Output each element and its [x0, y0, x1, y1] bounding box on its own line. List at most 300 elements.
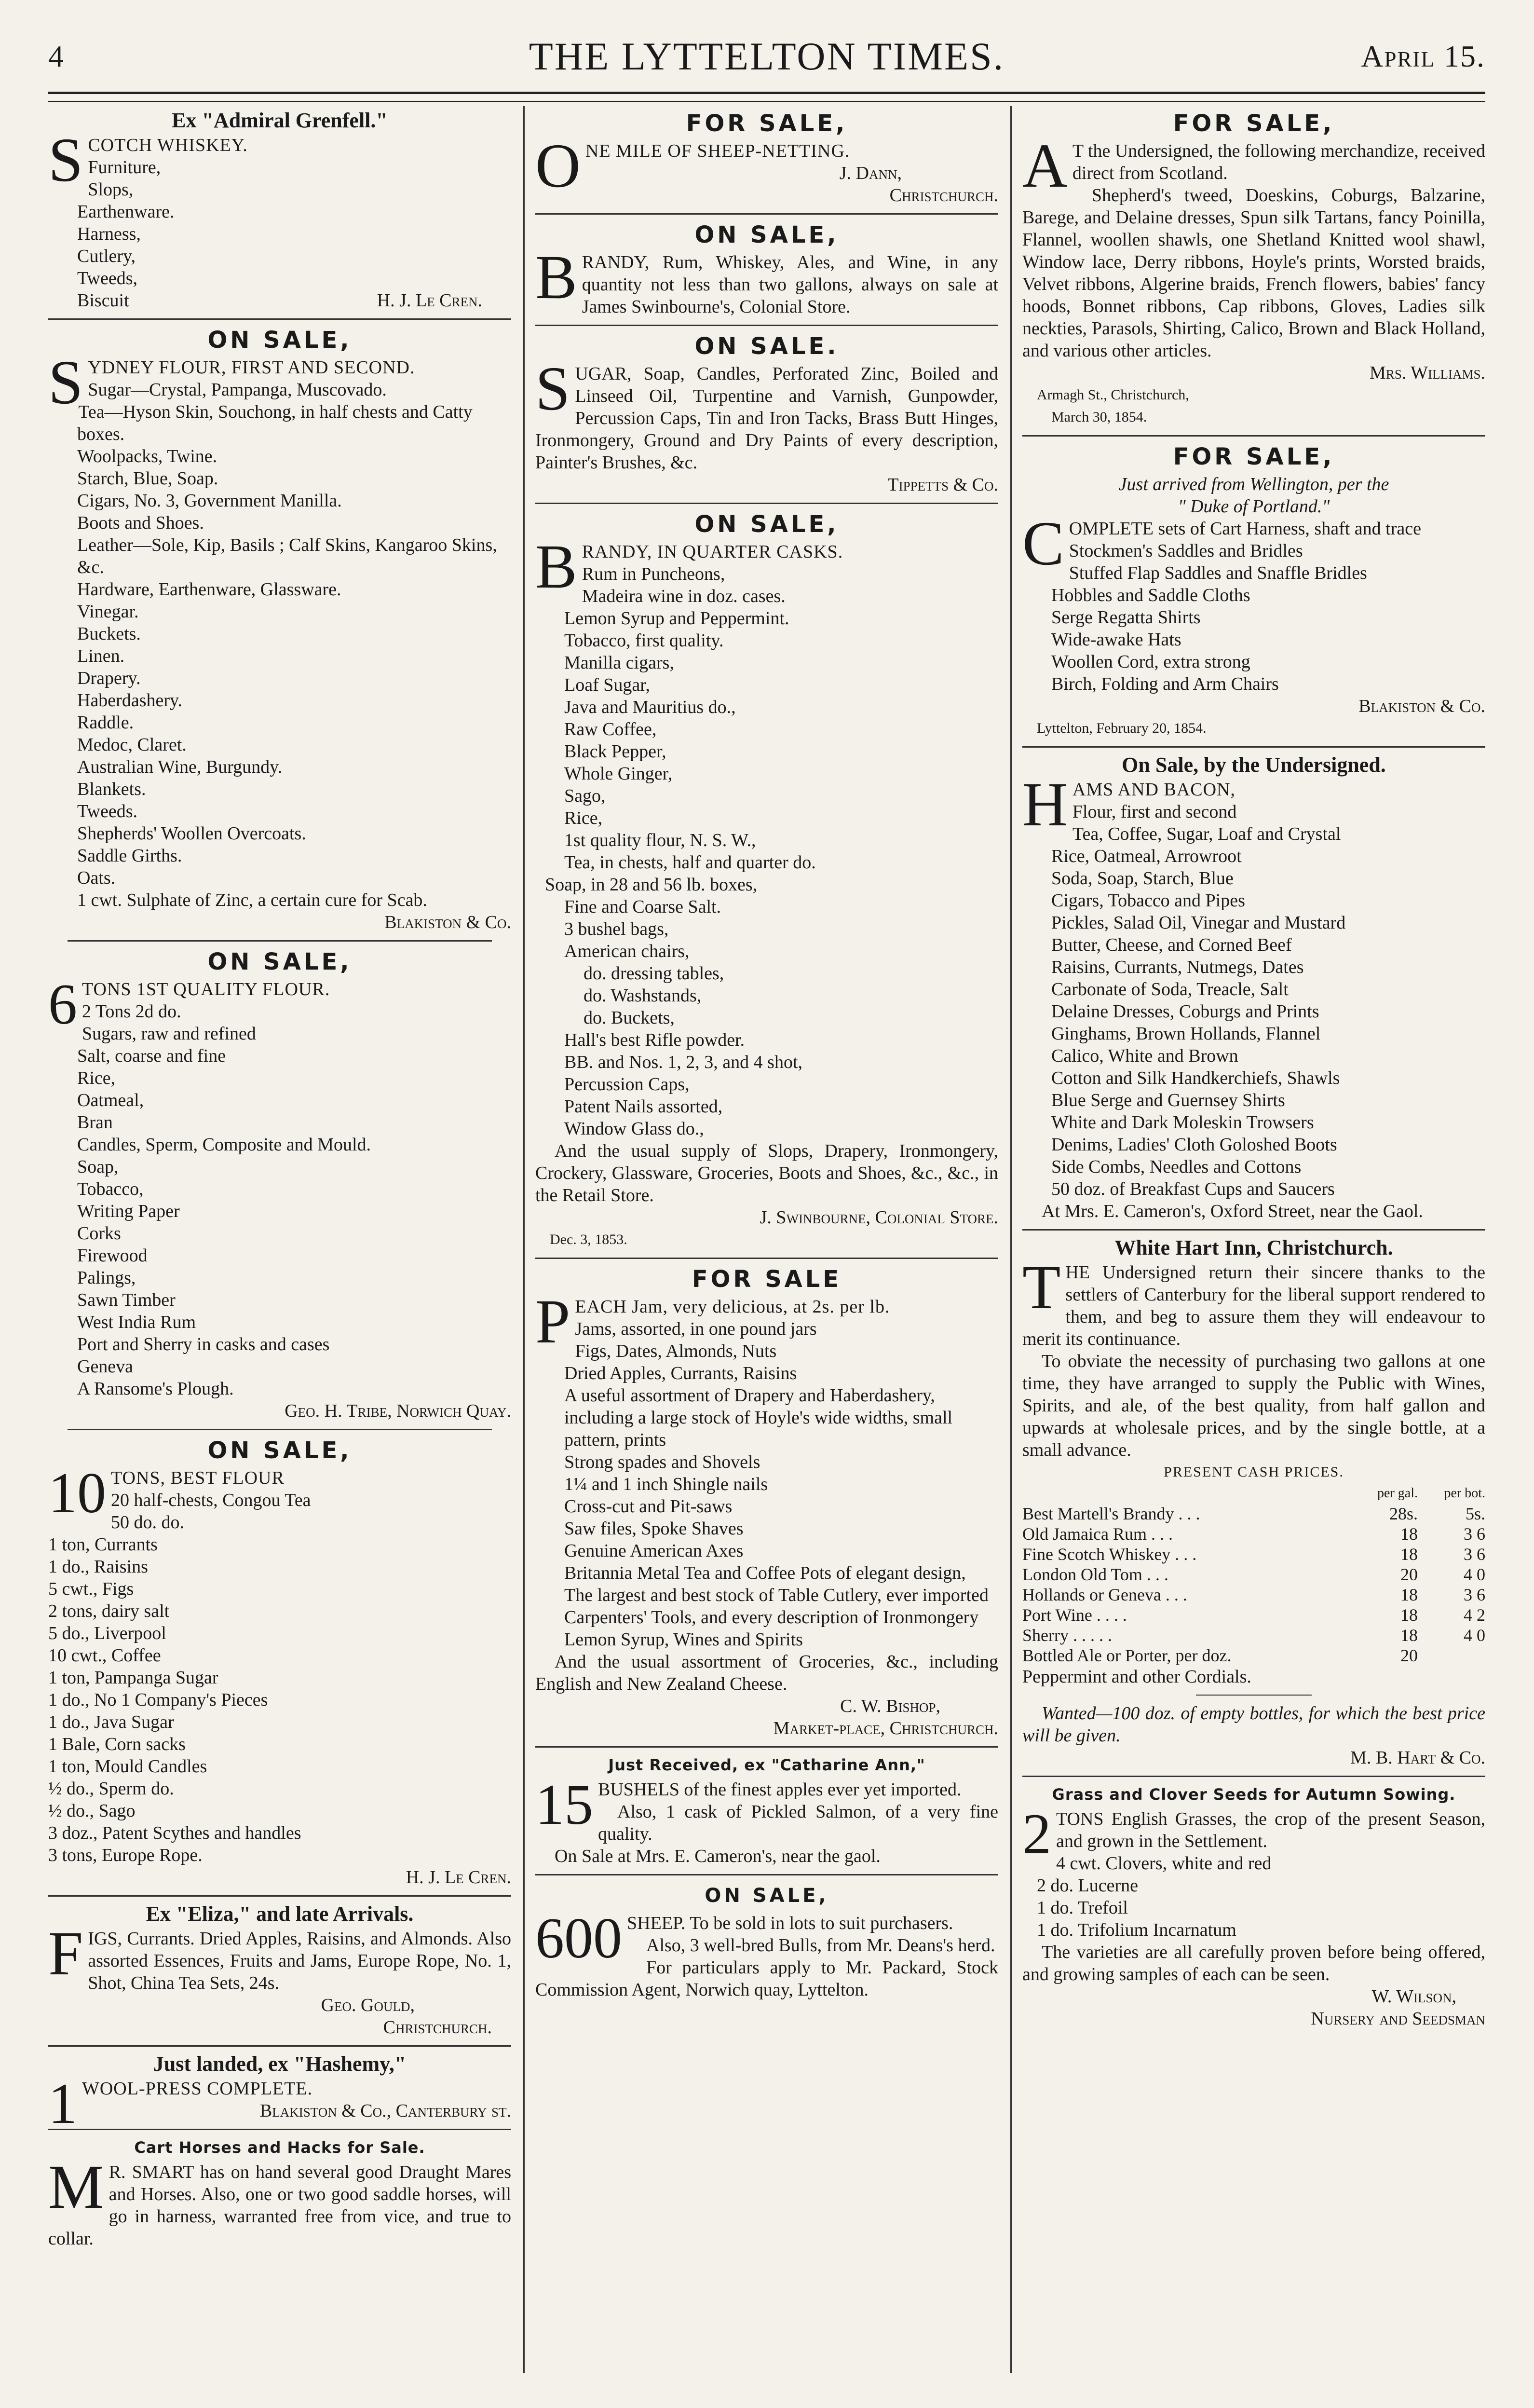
list-item: do. Washstands,	[584, 985, 702, 1006]
list-item: do. Buckets,	[584, 1008, 675, 1028]
list-item: 2 tons, dairy salt	[48, 1601, 170, 1621]
list-item: Starch, Blue, Soap.	[77, 468, 218, 489]
ad-ten-tons-flour	[48, 1436, 511, 1888]
list-item: Stuffed Flap Saddles and Snaffle Bridles	[1069, 563, 1367, 583]
ad-body: And the usual assortment of Groceries, &c., including English and New Zealand Cheese.	[535, 1652, 998, 1694]
table-cell: Fine Scotch Whiskey . . .	[1022, 1545, 1197, 1564]
list-item: Stockmen's Saddles and Bridles	[1069, 541, 1303, 561]
list-item: 1 Bale, Corn sacks	[48, 1734, 186, 1754]
list-item: Furniture,	[88, 157, 161, 178]
ad-lead: HE Undersigned return their sincere thanks to the settlers of Canterbury for the liberal support rendered to them, and beg to assure them they will endeavour to merit its continuance.	[1022, 1262, 1485, 1349]
list-item: 1 do., Raisins	[48, 1557, 148, 1577]
list-item: The largest and best stock of Table Cutlery, ever imported	[564, 1585, 989, 1605]
list-item: Blue Serge and Guernsey Shirts	[1051, 1090, 1285, 1110]
column-1	[48, 106, 511, 2373]
table-row	[1022, 1564, 1485, 1585]
column-2	[535, 106, 998, 2373]
drop-cap: O	[535, 131, 581, 201]
drop-cap: S	[48, 125, 83, 195]
ad-lead: YDNEY FLOUR, FIRST AND SECOND.	[88, 357, 415, 378]
ad-grass-seeds	[1022, 1783, 1485, 2030]
ad-lead: RANDY, IN QUARTER CASKS.	[582, 542, 843, 562]
ad-separator	[48, 318, 511, 320]
list-item: Britannia Metal Tea and Coffee Pots of elegant design,	[564, 1563, 966, 1583]
ad-brandy-swinbourne	[535, 220, 998, 318]
list-item: Saddle Girths.	[77, 846, 182, 866]
list-item: 10 cwt., Coffee	[48, 1645, 161, 1666]
table-row	[1022, 1585, 1485, 1605]
ad-heading: On Sale, by the Undersigned.	[1122, 753, 1386, 777]
price-list-heading: PRESENT CASH PRICES.	[1164, 1464, 1344, 1480]
drop-cap: S	[535, 354, 570, 424]
drop-cap: 2	[1022, 1802, 1051, 1866]
list-item: Birch, Folding and Arm Chairs	[1051, 674, 1279, 694]
list-item: West India Rum	[77, 1312, 196, 1332]
ad-sheep-sale	[535, 1881, 998, 2001]
advertiser-signature: H. J. Le Cren.	[406, 1867, 511, 1888]
table-header-row	[1022, 1483, 1485, 1504]
drop-cap: 10	[48, 1461, 106, 1525]
table-cell: 4 0	[1464, 1626, 1485, 1645]
advertiser-location: Christchurch.	[383, 2017, 492, 2038]
list-item: Raddle.	[77, 712, 134, 733]
list-item: Java and Mauritius do.,	[564, 697, 736, 717]
ad-separator	[1022, 435, 1485, 437]
drop-cap: M	[48, 2152, 104, 2222]
list-item: Soap, in 28 and 56 lb. boxes,	[545, 875, 758, 895]
ad-cart-harness	[1022, 442, 1485, 739]
list-item: Hardware, Earthenware, Glassware.	[77, 579, 341, 600]
list-item: Tweeds.	[77, 801, 138, 821]
issue-date: April 15.	[1361, 39, 1485, 73]
list-item: Candles, Sperm, Composite and Mould.	[77, 1135, 371, 1155]
ad-heading: ON SALE,	[705, 1885, 829, 1907]
list-item: Madeira wine in doz. cases.	[582, 586, 786, 606]
list-item: Woolpacks, Twine.	[77, 446, 217, 466]
list-item: Tea, Coffee, Sugar, Loaf and Crystal	[1072, 824, 1341, 844]
column-3	[1022, 106, 1485, 2373]
list-item: 1¼ and 1 inch Shingle nails	[564, 1474, 768, 1494]
ad-heading: White Hart Inn, Christchurch.	[1114, 1236, 1393, 1259]
advertiser-signature: Geo. H. Tribe, Norwich Quay.	[285, 1401, 511, 1421]
drop-cap: 6	[48, 972, 77, 1036]
list-item: Serge Regatta Shirts	[1051, 607, 1201, 628]
drop-cap: F	[48, 1919, 83, 1988]
ad-separator	[535, 1258, 998, 1259]
list-item: Rice, Oatmeal, Arrowroot	[1051, 846, 1242, 866]
list-item: Tweeds,	[77, 268, 138, 288]
table-cell: 18	[1400, 1524, 1418, 1544]
ad-body: Also, 3 well-bred Bulls, from Mr. Deans's herd.	[646, 1935, 995, 1956]
list-item: Delaine Dresses, Coburgs and Prints	[1051, 1001, 1319, 1022]
list-item: Denims, Ladies' Cloth Goloshed Boots	[1051, 1135, 1337, 1155]
list-item: Port and Sherry in casks and cases	[77, 1334, 330, 1354]
advertiser-signature: C. W. Bishop,	[840, 1696, 940, 1716]
list-item: Raw Coffee,	[564, 719, 657, 739]
list-item: A Ransome's Plough.	[77, 1379, 234, 1399]
list-item: ½ do., Sperm do.	[48, 1779, 174, 1799]
list-item: Soap,	[77, 1157, 119, 1177]
ad-heading: ON SALE,	[694, 221, 839, 248]
list-item: Earthenware.	[77, 202, 175, 222]
ad-body: For particulars apply to Mr. Packard, Stock Commission Agent, Norwich quay, Lyttelton.	[535, 1957, 998, 2000]
list-item: Calico, White and Brown	[1051, 1046, 1238, 1066]
advertiser-signature: Blakiston & Co., Canterbury st.	[259, 2101, 511, 2121]
drop-cap: S	[48, 348, 83, 417]
list-item: Cigars, No. 3, Government Manilla.	[77, 491, 342, 511]
list-item: Rum in Puncheons,	[582, 564, 725, 584]
list-item: Cross-cut and Pit-saws	[564, 1496, 733, 1517]
table-cell: Best Martell's Brandy . . .	[1022, 1504, 1200, 1523]
list-item: Pickles, Salad Oil, Vinegar and Mustard	[1051, 913, 1346, 933]
table-row	[1022, 1544, 1485, 1564]
drop-cap: B	[535, 532, 577, 602]
list-item-text: Biscuit	[77, 290, 129, 311]
ad-separator	[1022, 1776, 1485, 1777]
ad-separator	[535, 503, 998, 504]
table-cell: 20	[1400, 1565, 1418, 1584]
drop-cap: P	[535, 1287, 570, 1356]
table-cell: 18	[1400, 1585, 1418, 1604]
list-item: Drapery.	[77, 668, 141, 688]
ad-lead: NE MILE OF SHEEP-NETTING.	[585, 141, 850, 161]
list-item: Rice,	[564, 808, 603, 828]
table-cell: 3 6	[1464, 1545, 1485, 1564]
list-item: 20 half-chests, Congou Tea	[111, 1490, 311, 1510]
ad-body: UGAR, Soap, Candles, Perforated Zinc, Boiled and Linseed Oil, Turpentine and Varnish, Gunpowder, Percussion Caps, Tin and Iron Tacks, Brass Butt Hinges, Ironmongery, Ground and Dry Paints of every description, Painter's Brushes, &c.	[535, 364, 998, 473]
ad-body: IGS, Currants. Dried Apples, Raisins, and Almonds. Also assorted Essences, Fruits and Jams, Europe Rope, No. 1, Shot, China Tea Sets, 24s.	[88, 1929, 511, 1993]
list-item: Sawn Timber	[77, 1290, 176, 1310]
ad-lead: TONS, BEST FLOUR	[111, 1468, 285, 1488]
ad-subheading: Just arrived from Wellington, per the	[1118, 474, 1389, 494]
ad-cart-horses	[48, 2136, 511, 2250]
list-item: Blankets.	[77, 779, 146, 799]
list-item: Dried Apples, Currants, Raisins	[564, 1363, 797, 1383]
ad-separator	[535, 325, 998, 326]
ad-separator	[535, 1874, 998, 1875]
list-item: 1 ton, Mould Candles	[48, 1756, 207, 1777]
ad-body: RANDY, Rum, Whiskey, Ales, and Wine, in any quantity not less than two gallons, always on sale at James Swinbourne's, Colonial Store.	[582, 252, 998, 317]
list-item: Side Combs, Needles and Cottons	[1051, 1157, 1302, 1177]
short-divider	[1196, 1695, 1312, 1696]
drop-cap: A	[1022, 131, 1068, 201]
ad-separator	[68, 940, 492, 942]
list-item: Jams, assorted, in one pound jars	[575, 1319, 817, 1339]
ad-sugar-tippetts	[535, 332, 998, 496]
ad-body: Shepherd's tweed, Doeskins, Coburgs, Balzarine, Barege, and Delaine dresses, Spun silk Tartans, fancy Poinilla, Flannel, woollen shawls, one Shetland Knitted wool shawl, Window lace, Derry ribbons, Hoyle's prints, Worsted braids, Velvet ribbons, Algerine braids, French flowers, babies' fancy hoods, Bonnet ribbons, Cap ribbons, Gloves, Ladies silk neckties, Parasols, Shirting, Calico, Brown and Black Holland, and various other articles.	[1022, 185, 1485, 361]
list-item: Tobacco,	[77, 1179, 144, 1199]
list-item: Tobacco, first quality.	[564, 630, 724, 651]
ad-heading: Just Received, ex "Catharine Ann,"	[608, 1756, 925, 1774]
advertiser-signature: J. Dann,	[839, 163, 902, 183]
ad-lead: SHEEP. To be sold in lots to suit purchasers.	[627, 1913, 953, 1933]
table-cell: 3 6	[1464, 1524, 1485, 1544]
list-item: Hall's best Rifle powder.	[564, 1030, 745, 1050]
list-item: Strong spades and Shovels	[564, 1452, 760, 1472]
list-item: Lemon Syrup, Wines and Spirits	[564, 1629, 803, 1650]
list-item: Slops,	[88, 179, 134, 200]
ad-lead: EACH Jam, very delicious, at 2s. per lb.	[575, 1297, 890, 1317]
list-item: Palings,	[77, 1268, 136, 1288]
list-item: Percussion Caps,	[564, 1074, 690, 1095]
table-cell: Hollands or Geneva . . .	[1022, 1585, 1187, 1604]
ad-date: Armagh St., Christchurch,	[1037, 387, 1189, 403]
list-item: 1 ton, Pampanga Sugar	[48, 1668, 218, 1688]
list-item: Butter, Cheese, and Corned Beef	[1051, 935, 1292, 955]
ad-white-hart-inn	[1022, 1236, 1485, 1769]
list-item: Tea—Hyson Skin, Souchong, in half chests and Catty boxes.	[77, 402, 473, 444]
advertiser-signature: Blakiston & Co.	[384, 912, 511, 932]
list-item: Writing Paper	[77, 1201, 180, 1221]
ad-separator	[68, 1429, 492, 1430]
list-item: 1 do. Trifolium Incarnatum	[1037, 1920, 1236, 1940]
list-item: Hobbles and Saddle Cloths	[1051, 585, 1250, 605]
table-cell: Sherry . . . . .	[1022, 1626, 1112, 1645]
table-row	[1022, 1645, 1485, 1666]
ad-lead: AMS AND BACON,	[1072, 780, 1236, 800]
ad-body: On Sale at Mrs. E. Cameron's, near the gaol.	[555, 1846, 881, 1866]
table-cell: Bottled Ale or Porter, per doz.	[1022, 1646, 1232, 1665]
ad-lead: T the Undersigned, the following merchandize, received direct from Scotland.	[1072, 141, 1485, 183]
list-item: Haberdashery.	[77, 690, 183, 711]
advertiser-signature: Mrs. Williams.	[1370, 363, 1485, 383]
table-cell: 4 2	[1464, 1605, 1485, 1625]
drop-cap: 600	[535, 1906, 622, 1970]
list-item: Cotton and Silk Handkerchiefs, Shawls	[1051, 1068, 1340, 1088]
masthead	[48, 34, 1485, 92]
list-item: 50 doz. of Breakfast Cups and Saucers	[1051, 1179, 1335, 1199]
list-item: 1 do. Trefoil	[1037, 1898, 1128, 1918]
ad-lead: BUSHELS of the finest apples ever yet imported.	[598, 1779, 962, 1800]
ad-body: The varieties are all carefully proven before being offered, and growing samples of each can be seen.	[1022, 1942, 1485, 1984]
list-item: American chairs,	[564, 941, 690, 961]
ad-sheep-netting	[535, 109, 998, 206]
ad-date: Lyttelton, February 20, 1854.	[1037, 720, 1207, 736]
advertiser-signature: W. Wilson,	[1371, 1986, 1456, 2007]
list-item: Sugars, raw and refined	[82, 1024, 256, 1044]
table-row	[1022, 1605, 1485, 1625]
list-item: 1 do., No 1 Company's Pieces	[48, 1690, 268, 1710]
table-row	[1022, 1625, 1485, 1645]
list-item: Cigars, Tobacco and Pipes	[1051, 890, 1245, 911]
list-item: Black Pepper,	[564, 741, 666, 762]
ad-heading: Ex "Admiral Grenfell."	[172, 109, 388, 132]
list-item: Loaf Sugar,	[564, 675, 650, 695]
list-item: 3 doz., Patent Scythes and handles	[48, 1823, 301, 1843]
list-item: 3 bushel bags,	[564, 919, 669, 939]
list-item: 2 do. Lucerne	[1037, 1875, 1138, 1896]
list-item: Salt, coarse and fine	[77, 1046, 226, 1066]
advertiser-signature: Blakiston & Co.	[1358, 696, 1485, 716]
ad-six-tons-flour	[48, 947, 511, 1422]
ad-sydney-flour	[48, 326, 511, 933]
list-item: 5 do., Liverpool	[48, 1623, 166, 1643]
ad-date: Dec. 3, 1853.	[550, 1231, 627, 1247]
list-item: Figs, Dates, Almonds, Nuts	[575, 1341, 777, 1361]
list-item: Rice,	[77, 1068, 116, 1088]
list-item: Genuine American Axes	[564, 1541, 744, 1561]
ad-williams-merchandize	[1022, 109, 1485, 428]
list-item: 50 do. do.	[111, 1512, 184, 1532]
ad-body: To obviate the necessity of purchasing two gallons at one time, they have arranged to supply the Public with Wines, Spirits, and ale, of the best quality, from half gallon and upwards at wholesale prices, and by the single bottle, at a small advance.	[1022, 1351, 1485, 1460]
list-item: Raisins, Currants, Nutmegs, Dates	[1051, 957, 1304, 977]
list-item: Oatmeal,	[77, 1090, 144, 1110]
ad-heading: FOR SALE,	[686, 110, 848, 137]
drop-cap: C	[1022, 509, 1064, 578]
ad-heading: Just landed, ex "Hashemy,"	[153, 2052, 407, 2076]
list-item: 1 ton, Currants	[48, 1534, 158, 1555]
table-cell: 18	[1400, 1626, 1418, 1645]
masthead-rule	[48, 92, 1485, 102]
table-cell: 20	[1400, 1646, 1418, 1665]
list-item: Saw files, Spoke Shaves	[564, 1519, 744, 1539]
table-row	[1022, 1524, 1485, 1544]
list-item: Ginghams, Brown Hollands, Flannel	[1051, 1024, 1321, 1044]
drop-cap: B	[535, 243, 577, 312]
list-item: Whole Ginger,	[564, 764, 673, 784]
ad-heading: FOR SALE,	[1173, 110, 1335, 137]
list-item: Sago,	[564, 786, 606, 806]
list-item: Bran	[77, 1112, 113, 1133]
list-item: Wide-awake Hats	[1051, 629, 1181, 650]
ad-catharine-ann-apples	[535, 1753, 998, 1867]
list-item: 1 cwt. Sulphate of Zinc, a certain cure for Scab.	[77, 890, 427, 910]
list-item: 1st quality flour, N. S. W.,	[564, 830, 756, 850]
list-item: Carbonate of Soda, Treacle, Salt	[1051, 979, 1289, 999]
list-item: Vinegar.	[77, 602, 139, 622]
ad-heading: Grass and Clover Seeds for Autumn Sowing.	[1052, 1785, 1456, 1804]
list-item: Geneva	[77, 1356, 134, 1377]
list-item: Flour, first and second	[1072, 802, 1237, 822]
ad-separator	[1022, 746, 1485, 748]
list-item: Medoc, Claret.	[77, 735, 187, 755]
ad-body: At Mrs. E. Cameron's, Oxford Street, near the Gaol.	[1042, 1201, 1423, 1221]
ad-date: March 30, 1854.	[1051, 409, 1147, 425]
list-item: Leather—Sole, Kip, Basils ; Calf Skins, Kangaroo Skins, &c.	[77, 535, 497, 577]
advertiser-signature: Tippetts & Co.	[887, 475, 998, 495]
ad-heading: ON SALE,	[207, 1437, 352, 1464]
ad-heading: ON SALE,	[694, 511, 839, 538]
ad-heading: ON SALE.	[694, 333, 839, 360]
ad-hashemy	[48, 2052, 511, 2135]
list-item: A useful assortment of Drapery and Haberdashery, including a large stock of Hoyle's wide widths, small pattern, prints	[564, 1385, 953, 1450]
advertiser-signature: M. B. Hart & Co.	[1350, 1748, 1485, 1768]
list-item: ½ do., Sago	[48, 1801, 136, 1821]
ad-lead: TONS 1ST QUALITY FLOUR.	[82, 979, 330, 999]
ad-lead: COTCH WHISKEY.	[88, 135, 248, 155]
table-cell: 3 6	[1464, 1585, 1485, 1604]
list-item: BB. and Nos. 1, 2, 3, and 4 shot,	[564, 1052, 802, 1072]
ad-heading: Ex "Eliza," and late Arrivals.	[146, 1902, 414, 1926]
list-item: Window Glass do.,	[564, 1119, 704, 1139]
list-item: Manilla cigars,	[564, 653, 674, 673]
newspaper-title: THE LYTTELTON TIMES.	[529, 34, 1005, 78]
advertiser-signature: J. Swinbourne, Colonial Store.	[760, 1207, 998, 1228]
list-item: 5 cwt., Figs	[48, 1579, 134, 1599]
page-number: 4	[48, 39, 64, 73]
ad-heading: ON SALE,	[207, 327, 352, 354]
table-cell: 28s.	[1389, 1504, 1418, 1523]
table-cell: Old Jamaica Rum . . .	[1022, 1524, 1173, 1544]
ad-lead: WOOL-PRESS COMPLETE.	[82, 2079, 313, 2099]
table-cell: Port Wine . . . .	[1022, 1605, 1127, 1625]
column-divider	[523, 106, 525, 2373]
drop-cap: 1	[48, 2071, 77, 2135]
ad-body: Wanted—100 doz. of empty bottles, for which the best price will be given.	[1022, 1703, 1485, 1746]
ad-separator	[48, 2045, 511, 2047]
list-item: do. dressing tables,	[584, 963, 724, 984]
list-item: White and Dark Moleskin Trowsers	[1051, 1112, 1314, 1133]
list-item: Sugar—Crystal, Pampanga, Muscovado.	[88, 380, 387, 400]
table-cell: 5s.	[1465, 1504, 1485, 1523]
ad-eliza-arrivals	[48, 1902, 511, 2039]
ad-hams-bacon	[1022, 753, 1485, 1222]
list-item: Fine and Coarse Salt.	[564, 897, 721, 917]
list-item: 3 tons, Europe Rope.	[48, 1845, 203, 1865]
ad-separator	[535, 1746, 998, 1748]
column-header: per bot.	[1444, 1486, 1485, 1501]
drop-cap: 15	[535, 1772, 593, 1836]
ad-separator	[48, 2129, 511, 2130]
list-item: Australian Wine, Burgundy.	[77, 757, 283, 777]
list-item: Patent Nails assorted,	[564, 1096, 723, 1117]
table-cell: 18	[1400, 1605, 1418, 1625]
table-cell: 18	[1400, 1545, 1418, 1564]
advertiser-location: Market-place, Christchurch.	[773, 1718, 998, 1738]
ad-peach-jam	[535, 1265, 998, 1739]
list-item	[48, 289, 511, 312]
ad-brandy-casks	[535, 510, 998, 1251]
advertiser-signature: Geo. Gould,	[321, 1995, 415, 2015]
ad-separator	[535, 213, 998, 215]
ad-body: And the usual supply of Slops, Drapery, Ironmongery, Crockery, Glassware, Groceries, Boots and Shoes, &c., &c., in the Retail Store.	[535, 1141, 998, 1205]
ad-subheading: " Duke of Portland."	[1178, 496, 1330, 517]
ad-separator	[48, 1895, 511, 1897]
list-item: Woollen Cord, extra strong	[1051, 652, 1250, 672]
drop-cap: T	[1022, 1253, 1061, 1322]
advertiser-signature: H. J. Le Cren.	[377, 290, 482, 311]
ad-heading: FOR SALE	[692, 1266, 842, 1293]
ad-heading: Cart Horses and Hacks for Sale.	[134, 2138, 425, 2157]
list-item: Cutlery,	[77, 246, 136, 266]
list-item: 2 Tons 2d do.	[82, 1001, 181, 1022]
list-item: Firewood	[77, 1245, 148, 1266]
list-item: Corks	[77, 1223, 121, 1244]
ad-lead: OMPLETE sets of Cart Harness, shaft and trace	[1069, 519, 1421, 539]
ad-heading: FOR SALE,	[1173, 443, 1335, 470]
list-item: Lemon Syrup and Peppermint.	[564, 608, 789, 629]
list-item: Tea, in chests, half and quarter do.	[564, 852, 816, 873]
table-row	[1022, 1504, 1485, 1524]
list-item: Linen.	[77, 646, 125, 666]
drop-cap: H	[1022, 770, 1068, 839]
list-item: Boots and Shoes.	[77, 513, 204, 533]
table-cell: 4 0	[1464, 1565, 1485, 1584]
price-table	[1022, 1483, 1485, 1666]
table-cell: London Old Tom . . .	[1022, 1565, 1168, 1584]
list-item: Carpenters' Tools, and every description of Ironmongery	[564, 1607, 979, 1628]
ad-body: R. SMART has on hand several good Draught Mares and Horses. Also, one or two good saddle horses, will go in harness, warranted free from vice, and true to collar.	[48, 2162, 511, 2249]
list-item: Buckets.	[77, 624, 141, 644]
price-note: Peppermint and other Cordials.	[1022, 1667, 1251, 1687]
advertiser-location: Nursery and Seedsman	[1311, 2009, 1485, 2029]
ad-body: Also, 1 cask of Pickled Salmon, of a very fine quality.	[598, 1802, 998, 1844]
list-item: Soda, Soap, Starch, Blue	[1051, 868, 1234, 889]
column-header: per gal.	[1377, 1486, 1418, 1501]
list-item: 1 do., Java Sugar	[48, 1712, 174, 1732]
ad-heading: ON SALE,	[207, 948, 352, 975]
table-cell	[1432, 1645, 1485, 1666]
